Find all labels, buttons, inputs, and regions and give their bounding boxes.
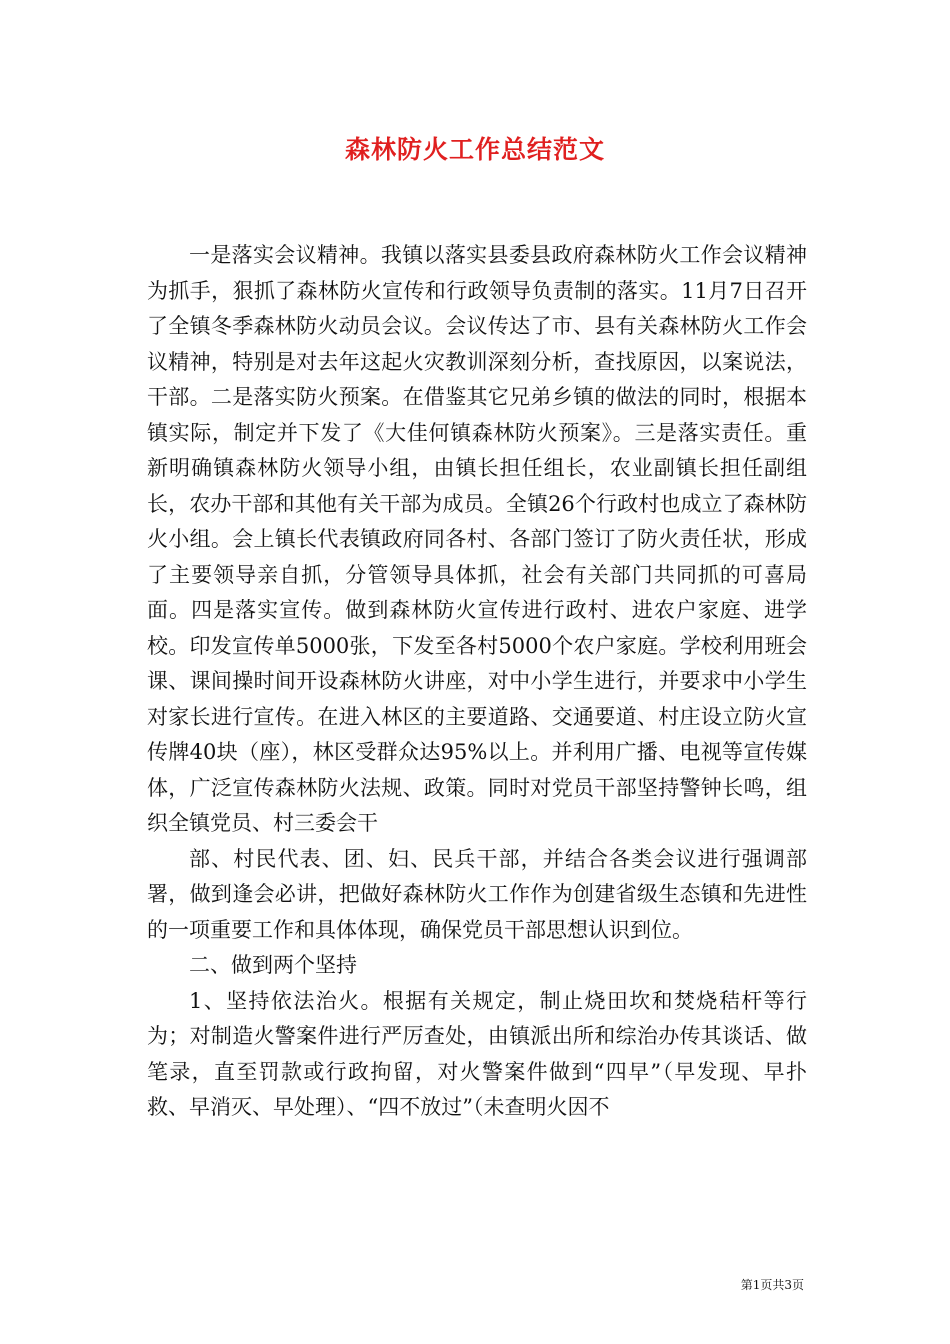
paragraph-3: 二、做到两个坚持 — [189, 953, 357, 977]
page-number-footer: 第1页共3页 — [740, 1278, 804, 1292]
paragraph-1: 一是落实会议精神。我镇以落实县委县政府森林防火工作会议精神为抓手，狠抓了森林防火宣传和行政领导负责制的落实。11月7日召开了全镇冬季森林防火动员会议。会议传达了市、县有关森林防火工作会议精神，特别是对去年这起火灾教训深刻分析，查找原因，以案说法，干部。二是落实防火预案。在借鉴其它兄弟乡镇的做法的同时，根据本镇实际，制定并下发了《大佳何镇森林防火预案》。三是落实责任。重新明确镇森林防火领导小组，由镇长担任组长，农业副镇长担任副组长，农办干部和其他有关干部为成员。全镇26个行政村也成立了森林防火小组。会上镇长代表镇政府同各村、各部门签订了防火责任状，形成了主要领导亲自抓，分管领导具体抓，社会有关部门共同抓的可喜局面。四是落实宣传。做到森林防火宣传进行政村、进农户家庭、进学校。印发宣传单5000张，下发至各村5000个农户家庭。学校利用班会课、课间操时间开设森林防火讲座，对中小学生进行，并要求中小学生对家长进行宣传。在进入林区的主要道路、交通要道、村庄设立防火宣传牌40块（座），林区受群众达95%以上。并利用广播、电视等宣传媒体，广泛宣传森林防火法规、政策。同时对党员干部坚持警钟长鸣，组织全镇党员、村三委会干 — [147, 243, 807, 835]
document-title: 森林防火工作总结范文 — [344, 135, 605, 164]
paragraph-4: 1、坚持依法治火。根据有关规定，制止烧田坎和焚烧秸杆等行为；对制造火警案件进行严厉查处，由镇派出所和综治办传其谈话、做笔录，直至罚款或行政拘留，对火警案件做到“四早”（早发现、早扑救、早消灭、早处理）、“四不放过”（未查明火因不 — [147, 988, 807, 1119]
document-body — [147, 238, 807, 1126]
paragraph-2: 部、村民代表、团、妇、民兵干部，并结合各类会议进行强调部署，做到逢会必讲，把做好森林防火工作作为创建省级生态镇和先进性的一项重要工作和具体体现，确保党员干部思想认识到位。 — [147, 846, 807, 942]
